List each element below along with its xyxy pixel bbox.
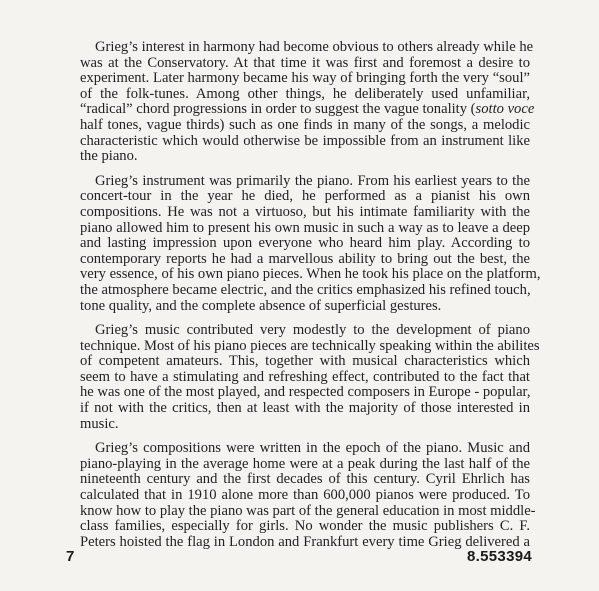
page-number: 7: [66, 548, 75, 565]
text-line: Grieg’s compositions were written in the epoch of the piano. Music and: [95, 440, 530, 457]
text-line: of the folk-tunes. Among other things, he deliberately used unfamiliar,: [80, 85, 530, 102]
text-line: experiment. Later harmony became his way of bringing forth the very “soul”: [80, 70, 530, 87]
catalog-number: 8.553394: [467, 548, 532, 565]
text-line: the atmosphere became electric, and the critics emphasized his refined touch,: [80, 281, 531, 298]
paragraph-harmony: [80, 39, 535, 165]
text-line: “radical” chord progressions in order to suggest the vague tonality (sotto voce: [80, 101, 535, 118]
text-line: contemporary reports he had a marvellous ability to bring out the best, the: [80, 250, 530, 267]
text-line: very essence, of his own piano pieces. When he took his place on the platform,: [80, 266, 541, 283]
text-line: if not with the critics, then at least with the majority of those interested in: [80, 400, 530, 417]
text-line: tone quality, and the complete absence of superficial gestures.: [80, 297, 442, 314]
text-line: technique. Most of his piano pieces are technically speaking within the abilites: [80, 337, 540, 354]
body-text: [80, 39, 541, 559]
text-line: class families, especially for girls. No wonder the music publishers C. F.: [80, 518, 530, 535]
text-line: music.: [80, 415, 119, 432]
text-line: compositions. He was not a virtuoso, but his intimate familiarity with the: [80, 203, 530, 220]
text-line: Grieg’s interest in harmony had become obvious to others already while he: [95, 39, 534, 55]
text-line: nineteenth century and the first decades of this century. Cyril Ehrlich has: [80, 471, 530, 488]
text-line: Peters hoisted the flag in London and Frankfurt every time Grieg delivered a: [80, 533, 530, 550]
text-line: was at the Conservatory. At that time it was first and foremost a desire to: [80, 54, 530, 71]
text-line: characteristic which would otherwise be impossible from an instrument like: [80, 132, 530, 149]
paragraph-epoch: [80, 440, 536, 550]
text-line: and lasting impression upon everyone who heard him play. According to: [80, 235, 530, 252]
text-line: half tones, vague thirds) such as one finds in many of the songs, a melodic: [80, 116, 530, 133]
text-line: of competent amateurs. This, together with musical characteristics which: [80, 353, 530, 370]
text-line: piano-playing in the average home were at a peak during the last half of the: [80, 455, 530, 472]
text-line: calculated that in 1910 alone more than 600,000 pianos were produced. To: [80, 487, 530, 504]
text-line: seem to have a stimulating and refreshing effect, contributed to the fact that: [80, 368, 530, 385]
text-line: piano allowed him to present his own music in such a way as to leave a deep: [80, 219, 530, 236]
text-line: Grieg’s music contributed very modestly to the development of piano: [95, 322, 530, 339]
paragraph-technique: [80, 322, 540, 432]
text-line: concert-tour in the year he died, he performed as a pianist his own: [80, 188, 530, 205]
text-line: he was one of the most played, and respected composers in Europe - popular,: [80, 384, 531, 401]
text-line: Grieg’s instrument was primarily the piano. From his earliest years to the: [95, 172, 530, 189]
paragraph-instrument: [80, 172, 541, 314]
text-line: know how to play the piano was part of the general education in most middle-: [80, 502, 536, 519]
text-line: the piano.: [80, 148, 138, 165]
